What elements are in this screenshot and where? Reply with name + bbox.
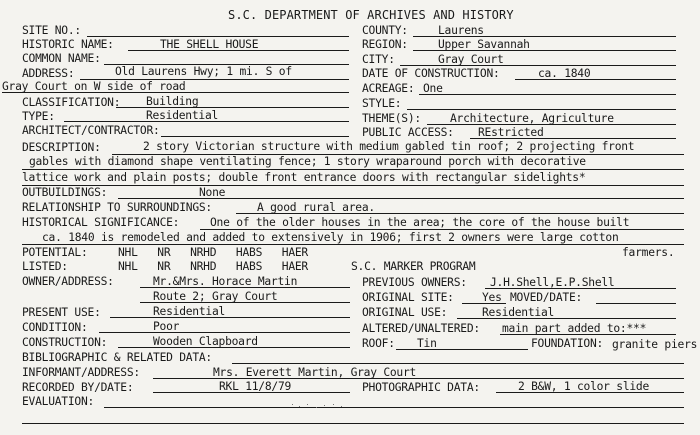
roof-value: Tin — [417, 337, 437, 350]
description-value-line2: gables with diamond shape ventilating fence; 1 story wraparound porch with decorative — [29, 155, 586, 168]
acreage-label: ACREAGE: — [362, 82, 415, 95]
county-value: Laurens — [438, 24, 484, 37]
description-value-line1: 2 story Victorian structure with medium gabled tin roof; 2 projecting front — [143, 140, 635, 153]
recorded-line — [153, 392, 350, 393]
moved-date-line — [596, 303, 676, 304]
site-no-line — [87, 36, 349, 37]
scan-speck — [341, 406, 342, 407]
original-site-value: Yes — [482, 291, 502, 304]
evaluation-line1 — [104, 407, 684, 408]
original-site-line — [462, 303, 506, 304]
architect-label: ARCHITECT/CONTRACTOR: — [22, 124, 160, 137]
construction-label: CONSTRUCTION: — [22, 336, 108, 349]
condition-line — [99, 332, 350, 333]
region-label: REGION: — [362, 38, 408, 51]
city-line — [400, 65, 676, 66]
historic-name-value: THE SHELL HOUSE — [160, 38, 259, 51]
original-use-value: Residential — [482, 306, 555, 319]
recorded-label: RECORDED BY/DATE: — [22, 381, 134, 394]
acreage-value: One — [423, 82, 443, 95]
present-use-line — [110, 317, 350, 318]
historical-significance-label: HISTORICAL SIGNIFICANCE: — [22, 216, 180, 229]
description-value-line3: lattice work and plain posts; double front entrance doors with rectangular sidelights* — [22, 171, 586, 184]
page-title: S.C. DEPARTMENT OF ARCHIVES AND HISTORY — [228, 8, 514, 22]
date-of-construction-line — [515, 79, 676, 80]
relationship-line — [236, 213, 684, 214]
condition-label: CONDITION: — [22, 321, 88, 334]
description-line3 — [22, 185, 684, 186]
architect-line — [161, 136, 349, 137]
photographic-data-line — [496, 392, 684, 393]
foundation-value: granite piers — [612, 338, 698, 351]
style-label: STYLE: — [362, 97, 402, 110]
city-value: Gray Court — [438, 53, 504, 66]
owner-line1 — [140, 287, 350, 288]
construction-line — [118, 347, 350, 348]
potential-designations: NHL NR NRHD HABS HAER — [118, 246, 308, 259]
condition-value: Poor — [153, 320, 180, 333]
significance-line1 — [200, 229, 684, 230]
type-line — [64, 121, 349, 122]
original-use-line — [457, 318, 676, 319]
region-line — [413, 50, 676, 51]
region-value: Upper Savannah — [438, 38, 530, 51]
style-line — [407, 109, 676, 110]
common-name-label: COMMON NAME: — [22, 52, 101, 65]
site-no-label: SITE NO.: — [22, 24, 81, 37]
public-access-label: PUBLIC ACCESS: — [362, 126, 454, 139]
historic-name-line — [128, 50, 349, 51]
altered-line — [500, 334, 676, 335]
historic-name-label: HISTORIC NAME: — [22, 38, 114, 51]
original-use-label: ORIGINAL USE: — [362, 306, 448, 319]
roof-label: ROOF: — [362, 337, 395, 350]
type-value: Residential — [146, 109, 219, 122]
significance-value-line1: One of the older houses in the area; the core of the house built — [210, 216, 630, 229]
evaluation-label: EVALUATION: — [22, 395, 95, 408]
significance-value-line3: farmers. — [622, 246, 675, 259]
scan-speck — [333, 404, 334, 405]
bibliographic-line — [232, 363, 684, 364]
recorded-value: RKL 11/8/79 — [219, 380, 292, 393]
marker-program-label: S.C. MARKER PROGRAM — [351, 260, 476, 273]
previous-owners-label: PREVIOUS OWNERS: — [362, 276, 467, 289]
significance-line2 — [22, 244, 684, 245]
themes-line — [427, 124, 676, 125]
moved-date-label: MOVED/DATE: — [510, 291, 583, 304]
roof-line — [396, 349, 528, 350]
original-site-label: ORIGINAL SITE: — [362, 291, 454, 304]
scan-speck — [299, 406, 300, 407]
public-access-line — [470, 138, 676, 139]
county-label: COUNTY: — [362, 24, 408, 37]
outbuildings-value: None — [199, 186, 226, 199]
foundation-label: FOUNDATION: — [531, 337, 604, 350]
owner-line2 — [140, 302, 350, 303]
description-label: DESCRIPTION: — [22, 141, 101, 154]
altered-value: main part added to:*** — [502, 322, 647, 335]
previous-owners-line — [485, 288, 676, 289]
address-line2 — [2, 92, 349, 93]
date-of-construction-value: ca. 1840 — [538, 67, 591, 80]
listed-label: LISTED: — [22, 260, 68, 273]
address-value-line1: Old Laurens Hwy; 1 mi. S of — [115, 65, 292, 78]
owner-value-line1: Mr.&Mrs. Horace Martin — [153, 275, 298, 288]
date-of-construction-label: DATE OF CONSTRUCTION: — [362, 67, 500, 80]
county-line — [413, 36, 676, 37]
outbuildings-line — [118, 198, 684, 199]
acreage-line — [419, 94, 676, 95]
altered-label: ALTERED/UNALTERED: — [362, 322, 480, 335]
present-use-value: Residential — [153, 305, 226, 318]
owner-value-line2: Route 2; Gray Court — [153, 290, 278, 303]
photographic-data-value: 2 B&W, 1 color slide — [518, 380, 650, 393]
description-line2 — [22, 169, 684, 170]
themes-label: THEME(S): — [362, 112, 421, 125]
themes-value: Architecture, Agriculture — [450, 112, 614, 125]
address-value-line2: Gray Court on W side of road — [2, 80, 186, 93]
public-access-value: REstricted — [478, 126, 544, 139]
city-label: CITY: — [362, 53, 395, 66]
outbuildings-label: OUTBUILDINGS: — [22, 186, 108, 199]
scan-speck — [316, 407, 317, 408]
potential-label: POTENTIAL: — [22, 246, 88, 259]
relationship-label: RELATIONSHIP TO SURROUNDINGS: — [22, 201, 212, 214]
type-label: TYPE: — [22, 110, 55, 123]
bibliographic-label: BIBLIOGRAPHIC & RELATED DATA: — [22, 351, 212, 364]
scan-speck — [292, 404, 293, 405]
owner-address-label: OWNER/ADDRESS: — [22, 275, 114, 288]
listed-designations: NHL NR NRHD HABS HAER — [118, 260, 308, 273]
significance-value-line2: ca. 1840 is remodeled and added to extensively in 1906; first 2 owners were large cotton — [42, 231, 619, 244]
address-label: ADDRESS: — [22, 67, 75, 80]
classification-value: Building — [146, 95, 199, 108]
scan-speck — [324, 405, 325, 406]
relationship-value: A good rural area. — [257, 201, 375, 214]
construction-value: Wooden Clapboard — [153, 335, 258, 348]
evaluation-line2 — [22, 423, 684, 424]
informant-label: INFORMANT/ADDRESS: — [22, 366, 140, 379]
informant-line — [153, 378, 684, 379]
previous-owners-value: J.H.Shell,E.P.Shell — [490, 276, 615, 289]
scan-speck — [307, 404, 308, 405]
informant-value: Mrs. Everett Martin, Gray Court — [213, 366, 417, 379]
classification-label: CLASSIFICATION: — [22, 96, 121, 109]
photographic-data-label: PHOTOGRAPHIC DATA: — [362, 381, 480, 394]
present-use-label: PRESENT USE: — [22, 306, 101, 319]
classification-line — [116, 107, 349, 108]
